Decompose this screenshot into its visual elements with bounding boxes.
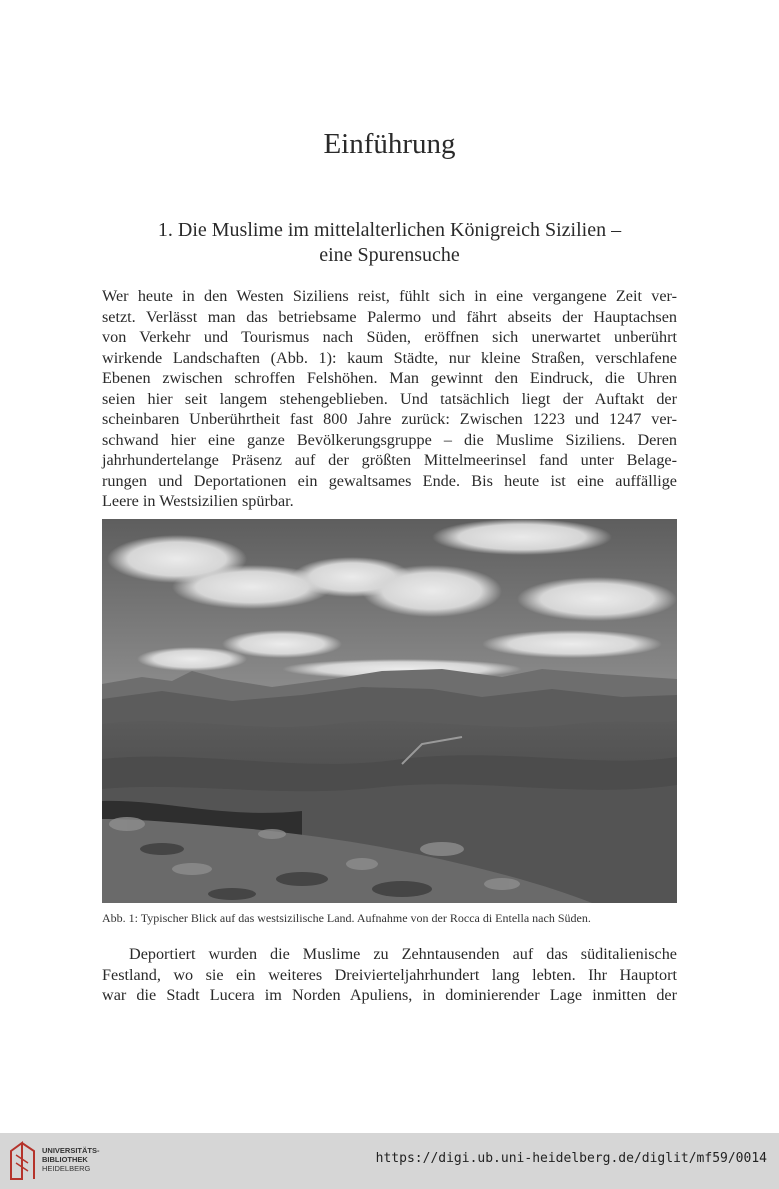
text-line: schwand hier eine ganze Bevölkerungsgruppe – die Muslime Siziliens. Deren: [102, 430, 677, 449]
body-paragraph-1: [102, 286, 677, 512]
permalink-url[interactable]: https://digi.ub.uni-heidelberg.de/diglit/mf59/0014: [375, 1151, 767, 1166]
viewer-footer: [0, 1133, 779, 1189]
section-title-line-1: 1. Die Muslime im mittelalterlichen Königreich Sizilien –: [157, 219, 622, 241]
body-paragraph-2: [102, 944, 677, 1006]
text-line: Leere in Westsizilien spürbar.: [102, 492, 294, 510]
text-line: rungen und Deportationen ein gewaltsames Ende. Bis heute ist eine auffällige: [102, 471, 677, 490]
section-title-line-2: eine Spurensuche: [319, 244, 460, 266]
library-logo-icon: [8, 1141, 38, 1181]
logo-line-1: UNIVERSITÄTS-: [42, 1146, 100, 1155]
library-logo-text: [42, 1146, 100, 1173]
landscape-photo: [102, 519, 677, 903]
text-line: seien hier seit langem stehengeblieben. Und tatsächlich liegt der Auftakt der: [102, 389, 677, 408]
text-line: wirkende Landschaften (Abb. 1): kaum Städte, nur kleine Straßen, verschlafene: [102, 348, 677, 367]
text-line: Deportiert wurden die Muslime zu Zehntausenden auf das süditalienische: [129, 945, 677, 963]
library-logo[interactable]: [8, 1141, 118, 1181]
chapter-title: Einführung: [323, 128, 456, 160]
logo-line-2: BIBLIOTHEK: [42, 1155, 88, 1164]
text-line: Festland, wo sie ein weiteres Dreivierteljahrhundert lang lebten. Ihr Hauptort: [102, 965, 677, 984]
text-line: von Verkehr und Tourismus nach Süden, eröffnen sich unerwartet unberührt: [102, 328, 677, 346]
text-line: jahrhundertelange Präsenz auf der größten Mittelmeerinsel fand unter Belage-: [102, 451, 677, 469]
text-line: scheinbaren Unberührtheit fast 800 Jahre zurück: Zwischen 1223 und 1247 ver-: [102, 410, 677, 428]
logo-line-3: HEIDELBERG: [42, 1164, 91, 1173]
text-line: Ebenen zwischen schroffen Felshöhen. Man gewinnt den Eindruck, die Uhren: [102, 369, 677, 387]
figure-caption: Abb. 1: Typischer Blick auf das westsizilische Land. Aufnahme von der Rocca di Entella nach Süden.: [102, 911, 591, 925]
section-title: [102, 218, 677, 268]
text-line: setzt. Verlässt man das betriebsame Palermo und fährt abseits der Hauptachsen: [102, 307, 677, 326]
text-line: war die Stadt Lucera im Norden Apuliens, in dominierender Lage inmitten der: [102, 986, 677, 1004]
text-line: Wer heute in den Westen Siziliens reist, fühlt sich in eine vergangene Zeit ver-: [102, 287, 677, 305]
